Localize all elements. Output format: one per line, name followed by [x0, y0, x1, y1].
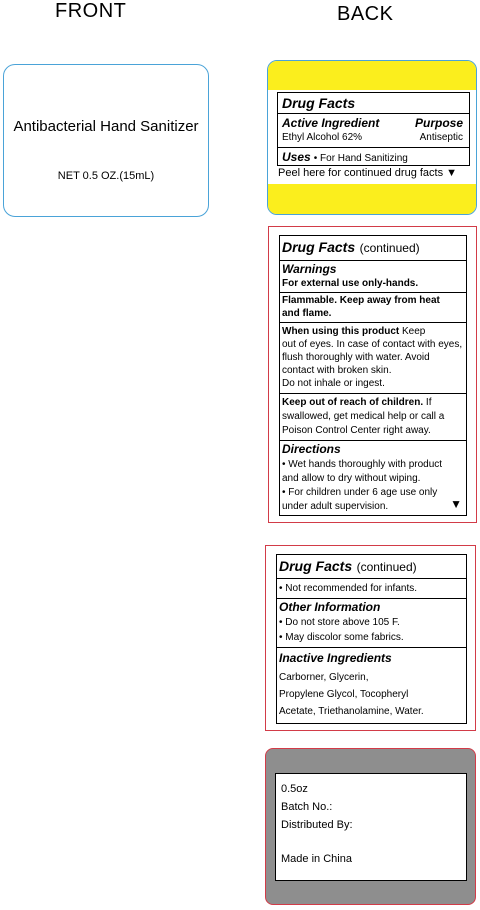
- back-panel-3: [265, 545, 476, 731]
- inactive-line-3: Acetate, Triethanolamine, Water.: [279, 706, 424, 717]
- info-box: [275, 773, 467, 881]
- drug-facts-title: Drug Facts: [279, 558, 353, 574]
- distributed-by-label: Distributed By:: [281, 819, 353, 831]
- size-text: 0.5oz: [281, 783, 308, 795]
- drug-facts-title: Drug Facts: [282, 95, 356, 111]
- when-using-line-2: out of eyes. In case of contact with eyes,: [282, 339, 463, 350]
- directions-line-2: and allow to dry without wiping.: [282, 473, 421, 484]
- keep-out-text: If: [425, 397, 432, 408]
- uses-text: • For Hand Sanitizing: [313, 153, 408, 164]
- yellow-band-top: [268, 61, 476, 90]
- back-panel-4: [265, 748, 476, 905]
- flammable-line-1: Flammable. Keep away from heat: [282, 295, 440, 306]
- batch-number-label: Batch No.:: [281, 801, 333, 813]
- drug-facts-title: Drug Facts: [282, 239, 356, 255]
- external-use-text: For external use only-hands.: [282, 278, 419, 289]
- warnings-label: Warnings: [282, 262, 337, 276]
- when-using-line-4: contact with broken skin.: [282, 365, 392, 376]
- when-using-line-3: flush thoroughly with water. Avoid: [282, 352, 430, 363]
- back-panel-1: [267, 60, 477, 215]
- when-using-line-1: [282, 325, 468, 338]
- directions-label: Directions: [282, 442, 341, 456]
- other-info-line-1: • Do not store above 105 F.: [279, 617, 400, 628]
- back-panel-2: [268, 226, 477, 523]
- keep-out-label: Keep out of reach of children.: [282, 397, 424, 408]
- continued-label: (continued): [359, 241, 420, 255]
- active-ingredient-label: Active Ingredient: [282, 116, 380, 130]
- other-information-label: Other Information: [279, 600, 381, 614]
- drug-facts-continued-box-2: [276, 554, 467, 724]
- keep-out-line-3: Poison Control Center right away.: [282, 425, 431, 436]
- peel-instruction[interactable]: [278, 167, 457, 179]
- uses-label: Uses: [282, 150, 311, 164]
- product-title: Antibacterial Hand Sanitizer: [13, 118, 199, 135]
- continued-label: (continued): [356, 560, 417, 574]
- inactive-ingredients-label: Inactive Ingredients: [279, 651, 392, 665]
- yellow-band-bottom: [268, 184, 476, 215]
- drug-facts-header: [282, 239, 420, 257]
- directions-line-4: under adult supervision.: [282, 501, 389, 512]
- drug-facts-box: [277, 92, 470, 166]
- directions-line-1: • Wet hands thoroughly with product: [282, 459, 443, 470]
- keep-out-line-1: [282, 396, 431, 409]
- front-header: FRONT: [55, 0, 127, 22]
- keep-out-line-2: swallowed, get medical help or call a: [282, 411, 445, 422]
- made-in-text: Made in China: [281, 853, 352, 865]
- when-using-line-5: Do not inhale or ingest.: [282, 378, 385, 389]
- inactive-line-2: Propylene Glycol, Tocopheryl: [279, 689, 409, 700]
- down-arrow-icon: ▼: [446, 167, 458, 179]
- when-using-text: Keep: [402, 326, 426, 337]
- purpose-value: Antiseptic: [419, 132, 463, 143]
- flammable-line-2: and flame.: [282, 308, 332, 319]
- inactive-line-1: Carborner, Glycerin,: [279, 672, 369, 683]
- net-contents: NET 0.5 OZ.(15mL): [57, 170, 155, 182]
- down-arrow-icon: ▼: [450, 497, 462, 511]
- drug-facts-continued-box: [279, 235, 467, 516]
- peel-text: Peel here for continued drug facts: [278, 167, 444, 179]
- ingredient-value: Ethyl Alcohol 62%: [282, 132, 363, 143]
- not-recommended-text: • Not recommended for infants.: [279, 583, 418, 594]
- directions-line-3: • For children under 6 age use only: [282, 487, 438, 498]
- other-info-line-2: • May discolor some fabrics.: [279, 632, 404, 643]
- uses-line: [282, 150, 408, 164]
- front-label: [3, 64, 209, 217]
- purpose-label: Purpose: [414, 116, 463, 130]
- back-header: BACK: [337, 3, 394, 25]
- when-using-label: When using this product: [282, 326, 400, 337]
- drug-facts-header: [279, 558, 417, 576]
